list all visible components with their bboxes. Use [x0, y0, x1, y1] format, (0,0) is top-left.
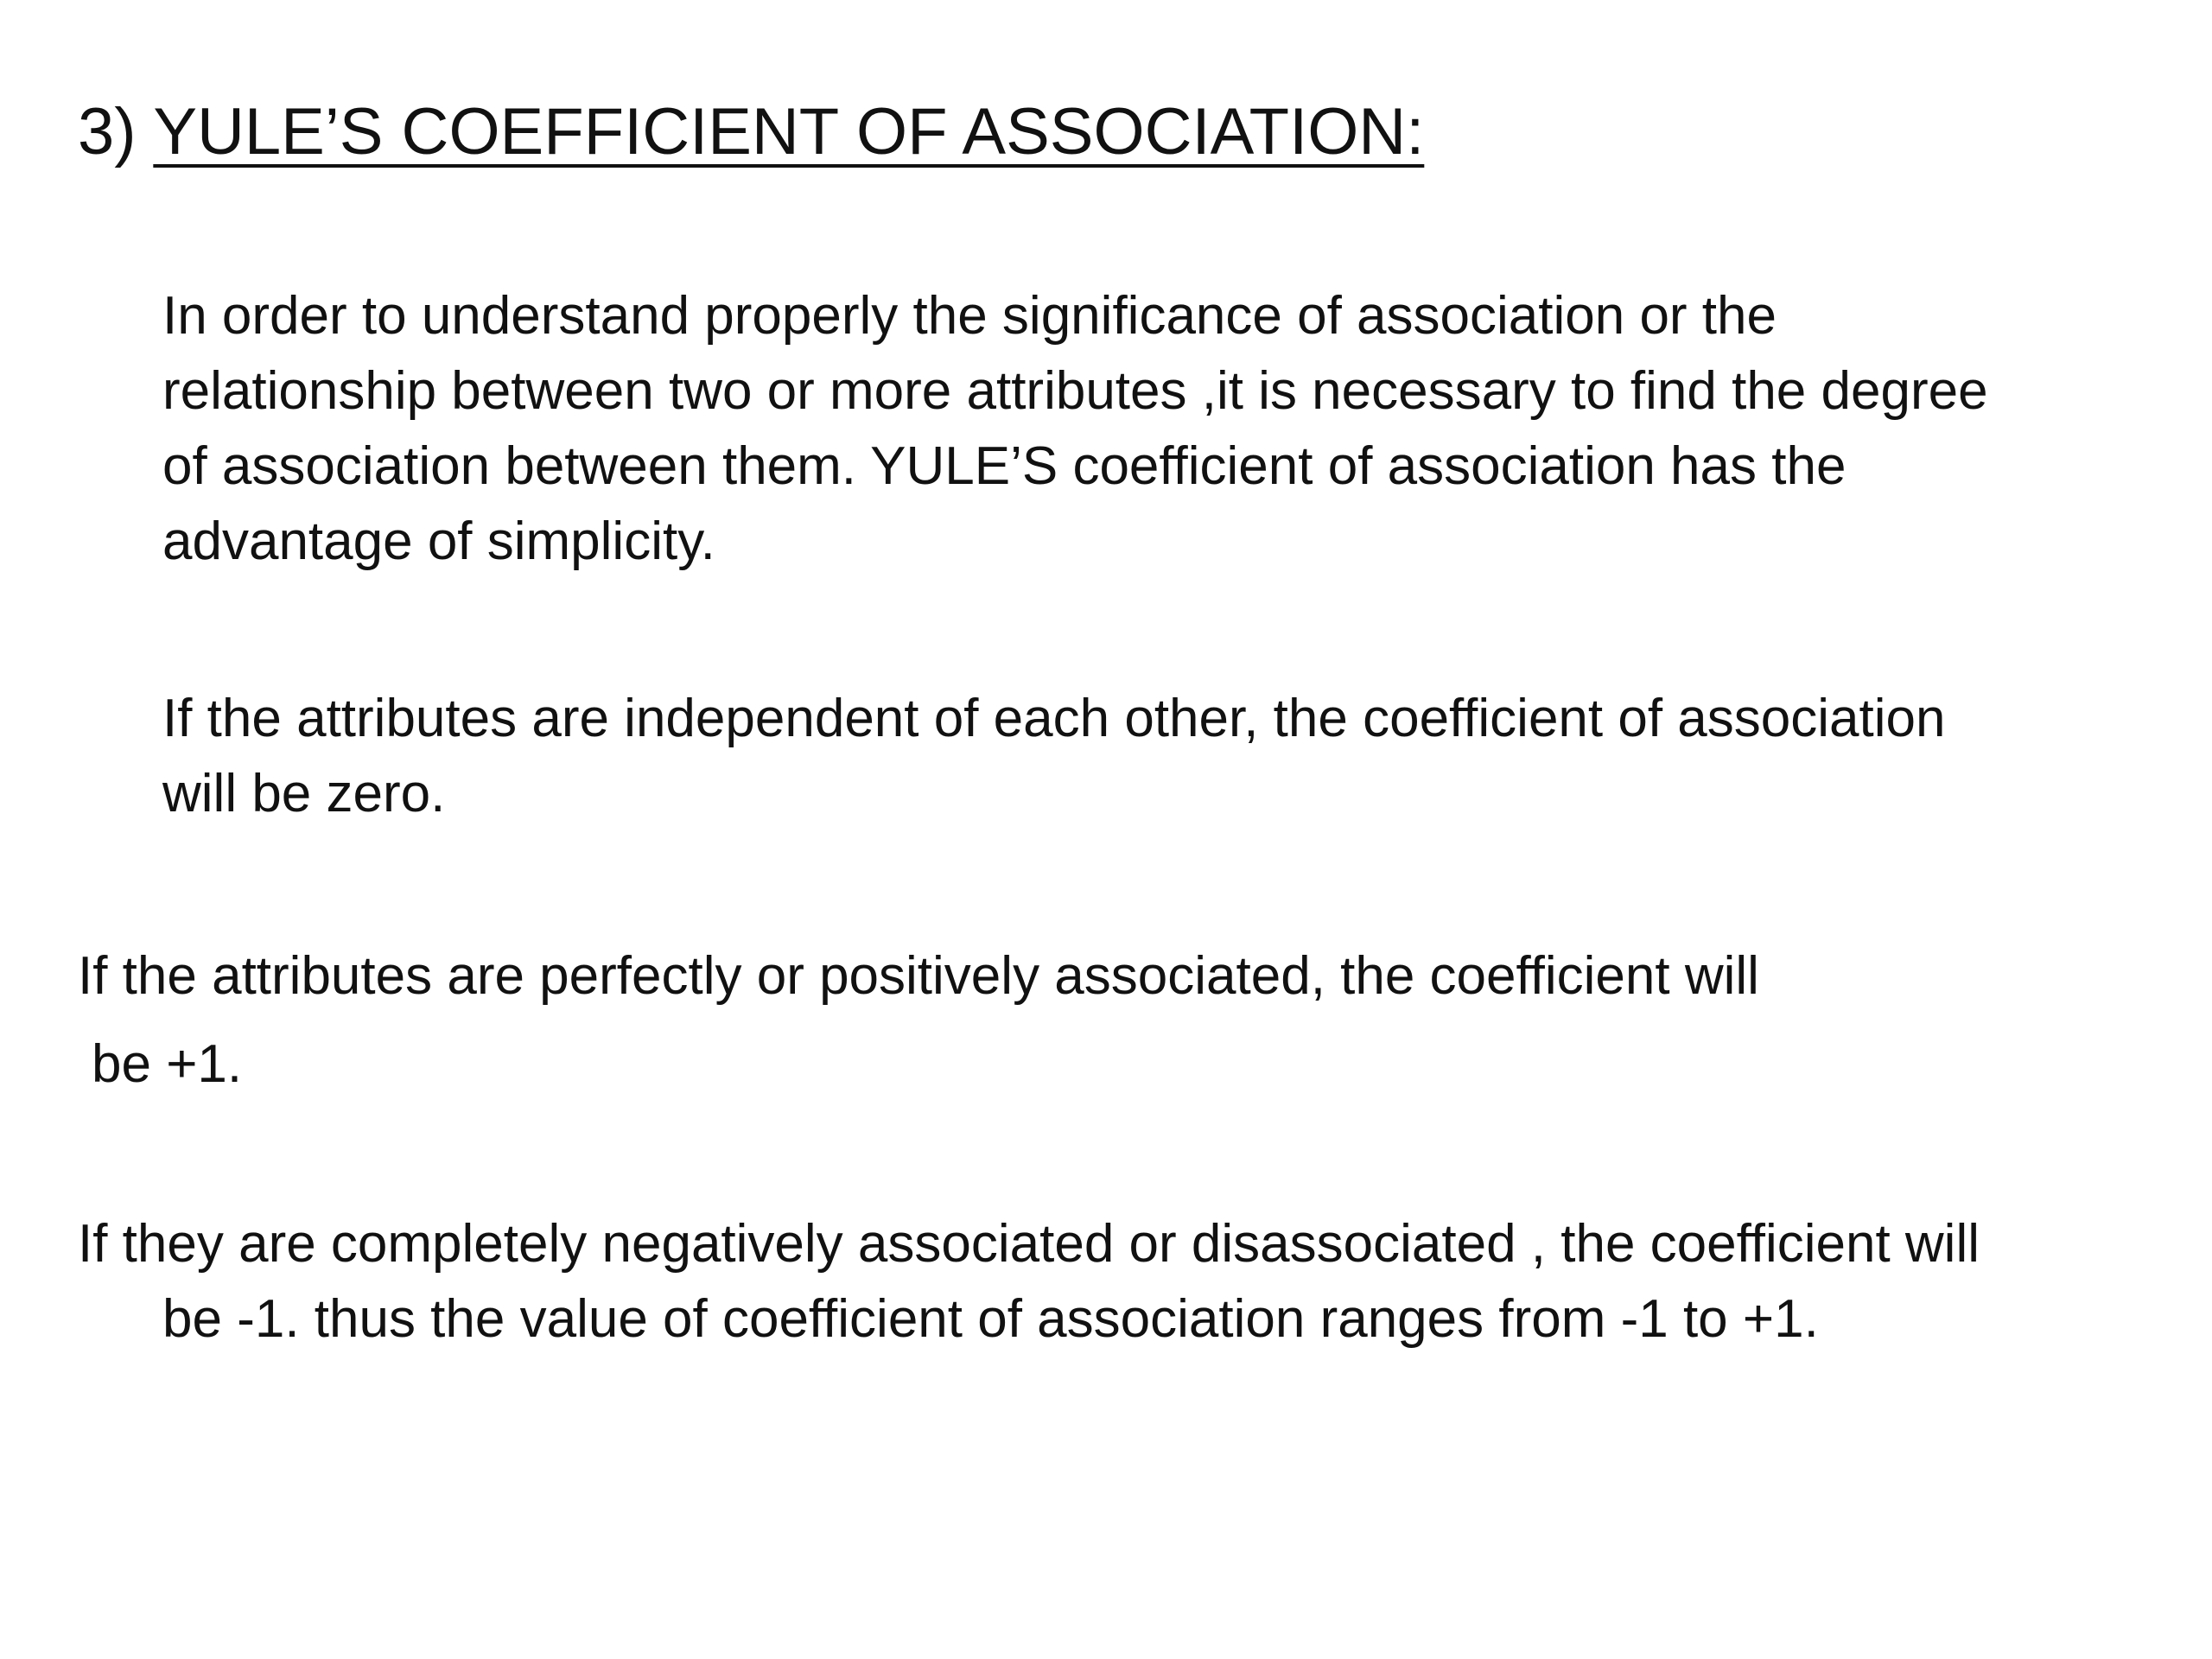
paragraph-line: advantage of simplicity. [162, 512, 715, 571]
paragraph-independent [162, 681, 1945, 831]
paragraph-negative [78, 1206, 1980, 1357]
paragraph-positive-line1 [78, 938, 1759, 1014]
paragraph-line: If the attributes are independent of each other, the coefficient of association [162, 689, 1946, 748]
slide-title [78, 93, 1424, 171]
paragraph-line: relationship between two or more attributes ,it is necessary to find the degree [162, 361, 1988, 421]
paragraph-line: In order to understand properly the significance of association or the [162, 286, 1777, 346]
title-text: YULE’S COEFFICIENT OF ASSOCIATION: [153, 95, 1425, 168]
paragraph-line: If the attributes are perfectly or positively associated, the coefficient will [78, 946, 1759, 1006]
paragraph-line: be -1. thus the value of coefficient of association ranges from -1 to +1. [162, 1289, 1819, 1349]
paragraph-line: of association between them. YULE’S coefficient of association has the [162, 436, 1847, 496]
title-number: 3) [78, 95, 137, 168]
paragraph-line: If they are completely negatively associated or disassociated , the coefficient will [78, 1214, 1980, 1274]
paragraph-positive-line2 [92, 1027, 242, 1102]
paragraph-line: will be zero. [162, 764, 446, 823]
paragraph-line: be +1. [92, 1034, 243, 1094]
paragraph-significance [162, 278, 1988, 579]
